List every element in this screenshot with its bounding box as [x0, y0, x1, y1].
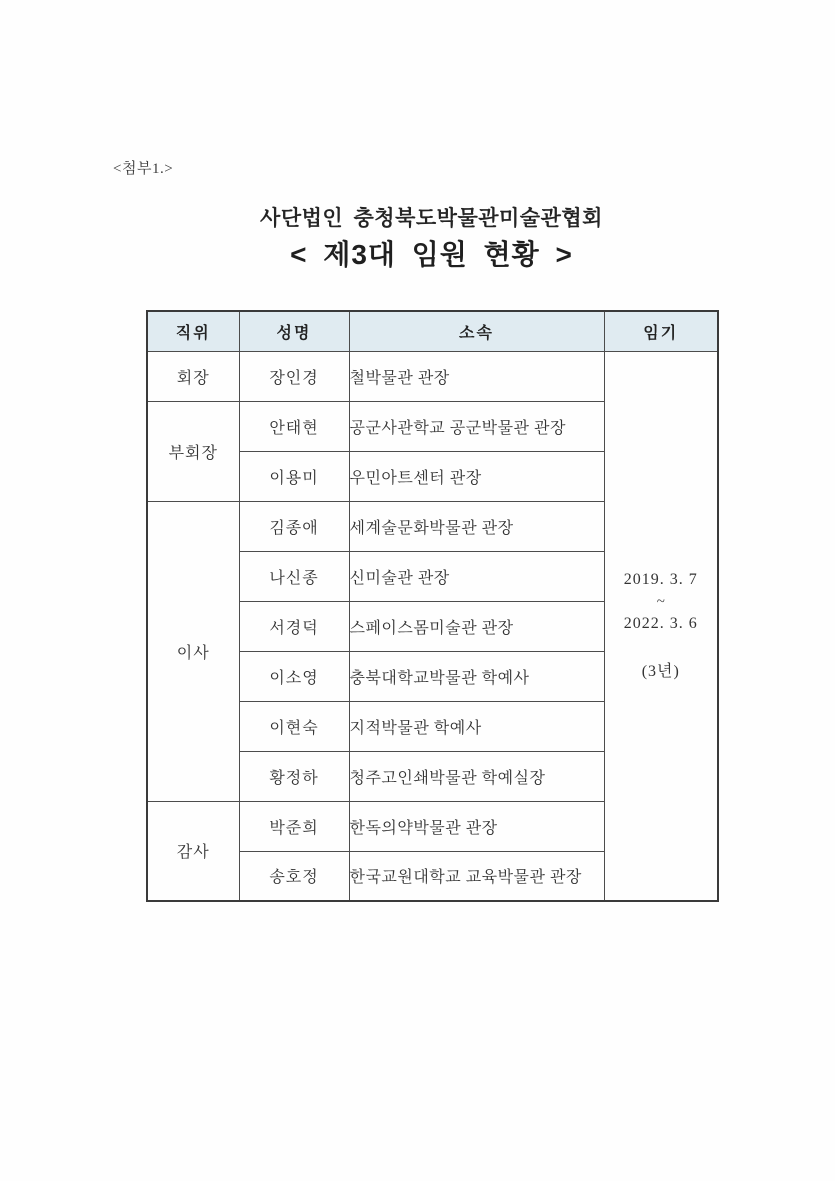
name-cell: 이현숙 — [239, 701, 349, 751]
affiliation-cell: 한독의약박물관 관장 — [349, 801, 604, 851]
name-cell: 이용미 — [239, 451, 349, 501]
affiliation-cell: 세계술문화박물관 관장 — [349, 501, 604, 551]
name-cell: 박준희 — [239, 801, 349, 851]
table-row — [147, 351, 718, 401]
name-cell: 장인경 — [239, 351, 349, 401]
affiliation-cell: 우민아트센터 관장 — [349, 451, 604, 501]
name-cell: 안태현 — [239, 401, 349, 451]
organization-title: 사단법인 충청북도박물관미술관협회 — [260, 207, 603, 230]
header-name: 성명 — [239, 311, 349, 351]
position-cell: 부회장 — [147, 401, 239, 501]
affiliation-cell: 철박물관 관장 — [349, 351, 604, 401]
term-end-date: 2022. 3. 6 — [623, 614, 698, 632]
affiliation-cell: 충북대학교박물관 학예사 — [349, 651, 604, 701]
officers-table — [146, 310, 719, 902]
term-tilde: ~ — [656, 593, 665, 610]
affiliation-cell: 신미술관 관장 — [349, 551, 604, 601]
term-duration: (3년) — [641, 662, 680, 680]
name-cell: 서경덕 — [239, 601, 349, 651]
header-position: 직위 — [147, 311, 239, 351]
table-header-row — [147, 311, 718, 351]
name-cell: 이소영 — [239, 651, 349, 701]
document-title: < 제3대 임원 현황 > — [290, 239, 573, 270]
name-cell: 나신종 — [239, 551, 349, 601]
affiliation-cell: 스페이스몸미술관 관장 — [349, 601, 604, 651]
affiliation-cell: 청주고인쇄박물관 학예실장 — [349, 751, 604, 801]
affiliation-cell: 지적박물관 학예사 — [349, 701, 604, 751]
position-cell: 이사 — [147, 501, 239, 801]
affiliation-cell: 한국교원대학교 교육박물관 관장 — [349, 851, 604, 901]
attachment-label: <첨부1.> — [113, 161, 174, 177]
name-cell: 김종애 — [239, 501, 349, 551]
affiliation-cell: 공군사관학교 공군박물관 관장 — [349, 401, 604, 451]
name-cell: 황정하 — [239, 751, 349, 801]
term-start-date: 2019. 3. 7 — [623, 570, 698, 588]
term-cell — [604, 351, 718, 901]
header-term: 임기 — [604, 311, 718, 351]
position-cell: 회장 — [147, 351, 239, 401]
name-cell: 송호정 — [239, 851, 349, 901]
position-cell: 감사 — [147, 801, 239, 901]
header-affiliation: 소속 — [349, 311, 604, 351]
